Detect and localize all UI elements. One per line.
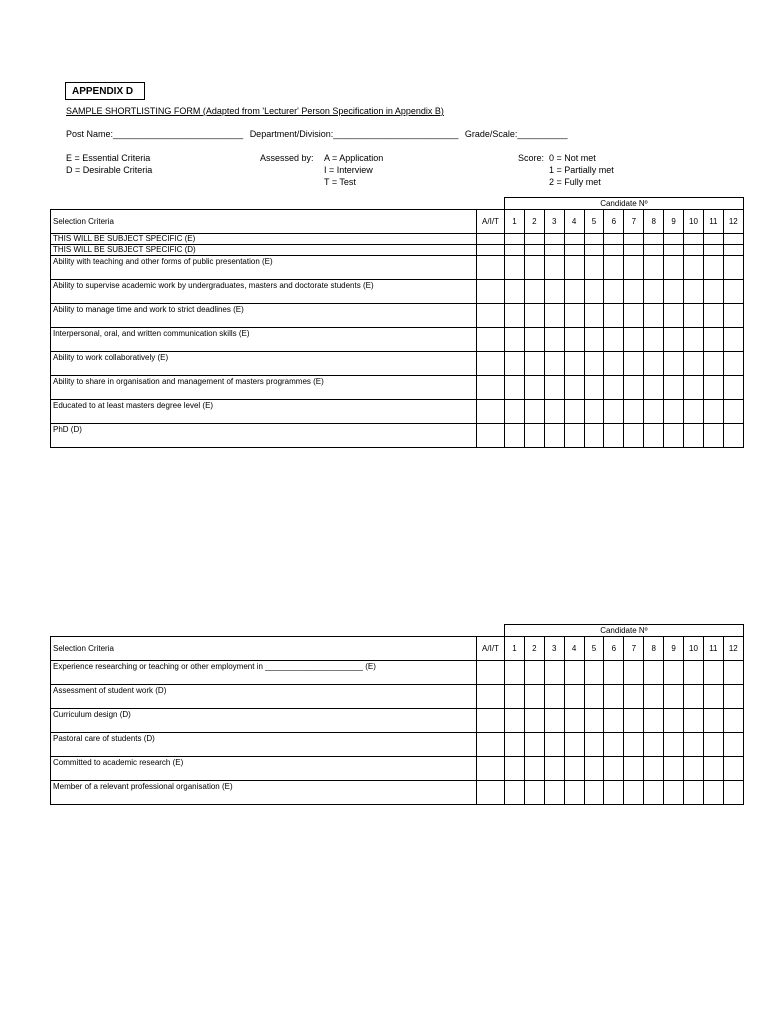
score-cell[interactable] bbox=[584, 733, 604, 757]
candidate-column-header: 11 bbox=[703, 210, 723, 234]
score-cell[interactable] bbox=[703, 352, 723, 376]
score-cell[interactable] bbox=[524, 661, 544, 685]
score-cell[interactable] bbox=[664, 376, 684, 400]
candidate-column-header: 4 bbox=[564, 210, 584, 234]
score-cell[interactable] bbox=[664, 256, 684, 280]
score-cell[interactable] bbox=[564, 685, 584, 709]
score-cell[interactable] bbox=[723, 245, 743, 256]
score-cell[interactable] bbox=[604, 685, 624, 709]
criteria-text: Ability to share in organisation and management of masters programmes (E) bbox=[51, 376, 477, 400]
score-cell[interactable] bbox=[684, 304, 704, 328]
score-cell[interactable] bbox=[624, 709, 644, 733]
score-cell[interactable] bbox=[624, 661, 644, 685]
score-cell[interactable] bbox=[544, 376, 564, 400]
score-cell[interactable] bbox=[664, 757, 684, 781]
score-cell[interactable] bbox=[644, 424, 664, 448]
score-cell[interactable] bbox=[703, 685, 723, 709]
score-cell[interactable] bbox=[584, 280, 604, 304]
score-cell[interactable] bbox=[703, 280, 723, 304]
score-cell[interactable] bbox=[703, 733, 723, 757]
score-cell[interactable] bbox=[703, 234, 723, 245]
score-cell[interactable] bbox=[524, 245, 544, 256]
score-cell[interactable] bbox=[644, 733, 664, 757]
score-cell[interactable] bbox=[584, 328, 604, 352]
criteria-row bbox=[51, 685, 744, 709]
score-cell[interactable] bbox=[584, 709, 604, 733]
score-cell[interactable] bbox=[703, 245, 723, 256]
candidate-column-header: 8 bbox=[644, 210, 664, 234]
score-cell[interactable] bbox=[524, 234, 544, 245]
assessment-cell[interactable] bbox=[477, 733, 505, 757]
score-cell[interactable] bbox=[644, 709, 664, 733]
score-cell[interactable] bbox=[505, 661, 525, 685]
score-cell[interactable] bbox=[624, 376, 644, 400]
score-cell[interactable] bbox=[564, 352, 584, 376]
score-cell[interactable] bbox=[505, 304, 525, 328]
candidate-column-header: 1 bbox=[505, 637, 525, 661]
score-cell[interactable] bbox=[664, 328, 684, 352]
criteria-table-1 bbox=[50, 197, 744, 448]
score-cell[interactable] bbox=[723, 733, 743, 757]
score-cell[interactable] bbox=[564, 245, 584, 256]
candidate-column-header: 6 bbox=[604, 637, 624, 661]
score-cell[interactable] bbox=[703, 781, 723, 805]
score-cell[interactable] bbox=[624, 424, 644, 448]
score-cell[interactable] bbox=[723, 757, 743, 781]
score-legend-values bbox=[549, 152, 614, 188]
score-cell[interactable] bbox=[703, 661, 723, 685]
criteria-text: Member of a relevant professional organisation (E) bbox=[51, 781, 477, 805]
score-cell[interactable] bbox=[684, 685, 704, 709]
score-cell[interactable] bbox=[723, 400, 743, 424]
legend-application: A = Application bbox=[324, 153, 384, 163]
score-cell[interactable] bbox=[684, 424, 704, 448]
legend-partially-met: 1 = Partially met bbox=[549, 165, 614, 175]
score-cell[interactable] bbox=[604, 352, 624, 376]
score-cell[interactable] bbox=[604, 424, 624, 448]
legend-desirable: D = Desirable Criteria bbox=[66, 165, 153, 175]
score-cell[interactable] bbox=[584, 245, 604, 256]
score-cell[interactable] bbox=[703, 709, 723, 733]
assessment-cell[interactable] bbox=[477, 400, 505, 424]
score-cell[interactable] bbox=[624, 781, 644, 805]
score-cell[interactable] bbox=[604, 757, 624, 781]
score-cell[interactable] bbox=[723, 685, 743, 709]
candidate-column-header: 9 bbox=[664, 210, 684, 234]
score-cell[interactable] bbox=[723, 352, 743, 376]
assessment-cell[interactable] bbox=[477, 245, 505, 256]
post-name-field[interactable]: Post Name:__________________________ bbox=[66, 129, 244, 139]
score-cell[interactable] bbox=[664, 709, 684, 733]
legend-fully-met: 2 = Fully met bbox=[549, 177, 601, 187]
candidate-column-header: 5 bbox=[584, 210, 604, 234]
criteria-row bbox=[51, 424, 744, 448]
criteria-row bbox=[51, 352, 744, 376]
legend-test: T = Test bbox=[324, 177, 356, 187]
score-cell[interactable] bbox=[505, 280, 525, 304]
score-cell[interactable] bbox=[564, 304, 584, 328]
criteria-table-2 bbox=[50, 624, 744, 805]
score-cell[interactable] bbox=[644, 280, 664, 304]
criteria-text: THIS WILL BE SUBJECT SPECIFIC (D) bbox=[51, 245, 477, 256]
candidate-column-header: 10 bbox=[684, 637, 704, 661]
legend-essential: E = Essential Criteria bbox=[66, 153, 151, 163]
department-field[interactable]: Department/Division:_________________________ bbox=[249, 129, 459, 139]
score-cell[interactable] bbox=[684, 328, 704, 352]
score-cell[interactable] bbox=[524, 424, 544, 448]
criteria-row bbox=[51, 328, 744, 352]
score-cell[interactable] bbox=[544, 328, 564, 352]
candidate-column-header: 2 bbox=[524, 637, 544, 661]
criteria-row bbox=[51, 376, 744, 400]
score-cell[interactable] bbox=[703, 376, 723, 400]
criteria-row bbox=[51, 280, 744, 304]
legend-not-met: 0 = Not met bbox=[549, 153, 596, 163]
criteria-text: Ability to work collaboratively (E) bbox=[51, 352, 477, 376]
score-cell[interactable] bbox=[544, 304, 564, 328]
score-cell[interactable] bbox=[524, 328, 544, 352]
criteria-row bbox=[51, 400, 744, 424]
score-cell[interactable] bbox=[723, 256, 743, 280]
score-cell[interactable] bbox=[684, 280, 704, 304]
score-cell[interactable] bbox=[664, 245, 684, 256]
criteria-text: Educated to at least masters degree level (E) bbox=[51, 400, 477, 424]
form-subtitle: SAMPLE SHORTLISTING FORM (Adapted from 'Lecturer' Person Specification in Appendix B) bbox=[66, 106, 444, 116]
score-cell[interactable] bbox=[684, 733, 704, 757]
criteria-row bbox=[51, 234, 744, 245]
score-cell[interactable] bbox=[664, 661, 684, 685]
assessment-cell[interactable] bbox=[477, 781, 505, 805]
score-cell[interactable] bbox=[664, 424, 684, 448]
score-cell[interactable] bbox=[703, 256, 723, 280]
score-cell[interactable] bbox=[544, 234, 564, 245]
score-cell[interactable] bbox=[723, 234, 743, 245]
criteria-row bbox=[51, 661, 744, 685]
candidate-column-header: 1 bbox=[505, 210, 525, 234]
score-cell[interactable] bbox=[544, 781, 564, 805]
score-cell[interactable] bbox=[604, 234, 624, 245]
candidate-column-header: 12 bbox=[723, 637, 743, 661]
score-cell[interactable] bbox=[524, 709, 544, 733]
score-cell[interactable] bbox=[684, 709, 704, 733]
selection-criteria-header: Selection Criteria bbox=[51, 210, 477, 234]
score-cell[interactable] bbox=[624, 280, 644, 304]
score-cell[interactable] bbox=[644, 328, 664, 352]
score-cell[interactable] bbox=[723, 424, 743, 448]
score-cell[interactable] bbox=[684, 234, 704, 245]
candidate-column-header: 4 bbox=[564, 637, 584, 661]
score-cell[interactable] bbox=[624, 234, 644, 245]
score-cell[interactable] bbox=[524, 757, 544, 781]
score-cell[interactable] bbox=[544, 352, 564, 376]
score-cell[interactable] bbox=[703, 400, 723, 424]
score-cell[interactable] bbox=[703, 424, 723, 448]
score-cell[interactable] bbox=[644, 304, 664, 328]
score-cell[interactable] bbox=[544, 733, 564, 757]
assessment-method-header: A/I/T bbox=[477, 210, 505, 234]
score-cell[interactable] bbox=[544, 256, 564, 280]
criteria-text: Ability with teaching and other forms of public presentation (E) bbox=[51, 256, 477, 280]
score-cell[interactable] bbox=[703, 328, 723, 352]
score-cell[interactable] bbox=[524, 256, 544, 280]
criteria-row bbox=[51, 757, 744, 781]
score-cell[interactable] bbox=[564, 781, 584, 805]
candidate-column-header: 7 bbox=[624, 637, 644, 661]
score-cell[interactable] bbox=[544, 685, 564, 709]
score-cell[interactable] bbox=[564, 424, 584, 448]
score-cell[interactable] bbox=[604, 304, 624, 328]
score-cell[interactable] bbox=[723, 376, 743, 400]
score-cell[interactable] bbox=[684, 245, 704, 256]
form-fields bbox=[66, 129, 567, 139]
score-cell[interactable] bbox=[564, 280, 584, 304]
score-cell[interactable] bbox=[684, 352, 704, 376]
score-cell[interactable] bbox=[505, 685, 525, 709]
score-cell[interactable] bbox=[644, 757, 664, 781]
assessed-legend-values bbox=[324, 152, 383, 188]
candidate-column-header: 3 bbox=[544, 210, 564, 234]
criteria-text: Ability to manage time and work to strict deadlines (E) bbox=[51, 304, 477, 328]
score-cell[interactable] bbox=[564, 400, 584, 424]
score-cell[interactable] bbox=[644, 376, 664, 400]
assessed-legend bbox=[260, 152, 314, 164]
score-cell[interactable] bbox=[624, 245, 644, 256]
score-cell[interactable] bbox=[644, 256, 664, 280]
score-cell[interactable] bbox=[664, 234, 684, 245]
score-cell[interactable] bbox=[664, 304, 684, 328]
score-cell[interactable] bbox=[544, 280, 564, 304]
score-cell[interactable] bbox=[604, 709, 624, 733]
criteria-row bbox=[51, 781, 744, 805]
score-cell[interactable] bbox=[584, 234, 604, 245]
score-cell[interactable] bbox=[505, 256, 525, 280]
score-cell[interactable] bbox=[664, 400, 684, 424]
assessment-cell[interactable] bbox=[477, 256, 505, 280]
criteria-row bbox=[51, 245, 744, 256]
score-cell[interactable] bbox=[604, 376, 624, 400]
score-cell[interactable] bbox=[604, 280, 624, 304]
score-cell[interactable] bbox=[644, 685, 664, 709]
score-cell[interactable] bbox=[584, 685, 604, 709]
score-label: Score: bbox=[518, 153, 545, 163]
score-cell[interactable] bbox=[564, 256, 584, 280]
assessment-cell[interactable] bbox=[477, 280, 505, 304]
score-cell[interactable] bbox=[505, 328, 525, 352]
score-cell[interactable] bbox=[584, 661, 604, 685]
candidate-column-header: 5 bbox=[584, 637, 604, 661]
score-cell[interactable] bbox=[564, 234, 584, 245]
score-cell[interactable] bbox=[584, 781, 604, 805]
score-cell[interactable] bbox=[564, 709, 584, 733]
score-cell[interactable] bbox=[723, 781, 743, 805]
score-cell[interactable] bbox=[624, 733, 644, 757]
score-legend bbox=[518, 152, 544, 164]
score-cell[interactable] bbox=[505, 400, 525, 424]
score-cell[interactable] bbox=[564, 733, 584, 757]
score-cell[interactable] bbox=[584, 757, 604, 781]
score-cell[interactable] bbox=[524, 304, 544, 328]
candidate-number-header: Candidate Nº bbox=[505, 198, 744, 210]
assessment-cell[interactable] bbox=[477, 757, 505, 781]
score-cell[interactable] bbox=[624, 400, 644, 424]
score-cell[interactable] bbox=[505, 757, 525, 781]
criteria-text: Ability to supervise academic work by undergraduates, masters and doctorate students (E) bbox=[51, 280, 477, 304]
candidate-column-header: 11 bbox=[703, 637, 723, 661]
score-cell[interactable] bbox=[584, 400, 604, 424]
score-cell[interactable] bbox=[723, 328, 743, 352]
score-cell[interactable] bbox=[505, 234, 525, 245]
assessment-cell[interactable] bbox=[477, 661, 505, 685]
score-cell[interactable] bbox=[544, 757, 564, 781]
score-cell[interactable] bbox=[584, 352, 604, 376]
score-cell[interactable] bbox=[604, 781, 624, 805]
score-cell[interactable] bbox=[584, 256, 604, 280]
selection-criteria-header: Selection Criteria bbox=[51, 637, 477, 661]
score-cell[interactable] bbox=[584, 424, 604, 448]
score-cell[interactable] bbox=[604, 400, 624, 424]
assessment-cell[interactable] bbox=[477, 304, 505, 328]
score-cell[interactable] bbox=[524, 400, 544, 424]
assessment-cell[interactable] bbox=[477, 234, 505, 245]
score-cell[interactable] bbox=[505, 781, 525, 805]
score-cell[interactable] bbox=[644, 234, 664, 245]
score-cell[interactable] bbox=[505, 245, 525, 256]
assessment-cell[interactable] bbox=[477, 424, 505, 448]
candidate-column-header: 2 bbox=[524, 210, 544, 234]
criteria-text: PhD (D) bbox=[51, 424, 477, 448]
score-cell[interactable] bbox=[723, 304, 743, 328]
score-cell[interactable] bbox=[604, 328, 624, 352]
criteria-text: Assessment of student work (D) bbox=[51, 685, 477, 709]
score-cell[interactable] bbox=[723, 661, 743, 685]
criteria-row bbox=[51, 256, 744, 280]
legend-interview: I = Interview bbox=[324, 165, 373, 175]
criteria-text: Interpersonal, oral, and written communication skills (E) bbox=[51, 328, 477, 352]
assessment-cell[interactable] bbox=[477, 352, 505, 376]
score-cell[interactable] bbox=[604, 733, 624, 757]
score-cell[interactable] bbox=[644, 352, 664, 376]
score-cell[interactable] bbox=[604, 256, 624, 280]
score-cell[interactable] bbox=[723, 709, 743, 733]
score-cell[interactable] bbox=[703, 757, 723, 781]
candidate-column-header: 3 bbox=[544, 637, 564, 661]
score-cell[interactable] bbox=[664, 733, 684, 757]
score-cell[interactable] bbox=[524, 781, 544, 805]
assessment-cell[interactable] bbox=[477, 709, 505, 733]
criteria-text: Pastoral care of students (D) bbox=[51, 733, 477, 757]
score-cell[interactable] bbox=[644, 400, 664, 424]
criteria-text: Curriculum design (D) bbox=[51, 709, 477, 733]
grade-field[interactable]: Grade/Scale:__________ bbox=[464, 129, 568, 139]
score-cell[interactable] bbox=[604, 661, 624, 685]
criteria-row bbox=[51, 304, 744, 328]
score-cell[interactable] bbox=[524, 685, 544, 709]
criteria-row bbox=[51, 709, 744, 733]
candidate-column-header: 12 bbox=[723, 210, 743, 234]
score-cell[interactable] bbox=[544, 400, 564, 424]
score-cell[interactable] bbox=[564, 757, 584, 781]
score-cell[interactable] bbox=[544, 424, 564, 448]
score-cell[interactable] bbox=[664, 781, 684, 805]
criteria-text: Experience researching or teaching or other employment in ______________________ (E) bbox=[51, 661, 477, 685]
score-cell[interactable] bbox=[544, 661, 564, 685]
score-cell[interactable] bbox=[505, 709, 525, 733]
assessment-cell[interactable] bbox=[477, 328, 505, 352]
score-cell[interactable] bbox=[684, 781, 704, 805]
assessment-cell[interactable] bbox=[477, 376, 505, 400]
score-cell[interactable] bbox=[684, 400, 704, 424]
candidate-column-header: 9 bbox=[664, 637, 684, 661]
score-cell[interactable] bbox=[684, 376, 704, 400]
score-cell[interactable] bbox=[624, 328, 644, 352]
score-cell[interactable] bbox=[723, 280, 743, 304]
score-cell[interactable] bbox=[644, 781, 664, 805]
score-cell[interactable] bbox=[644, 661, 664, 685]
score-cell[interactable] bbox=[524, 352, 544, 376]
score-cell[interactable] bbox=[644, 245, 664, 256]
candidate-column-header: 6 bbox=[604, 210, 624, 234]
score-cell[interactable] bbox=[524, 733, 544, 757]
score-cell[interactable] bbox=[584, 304, 604, 328]
assessment-cell[interactable] bbox=[477, 685, 505, 709]
score-cell[interactable] bbox=[624, 757, 644, 781]
score-cell[interactable] bbox=[624, 352, 644, 376]
criteria-text: Committed to academic research (E) bbox=[51, 757, 477, 781]
candidate-column-header: 10 bbox=[684, 210, 704, 234]
score-cell[interactable] bbox=[544, 245, 564, 256]
criteria-text: THIS WILL BE SUBJECT SPECIFIC (E) bbox=[51, 234, 477, 245]
appendix-label: APPENDIX D bbox=[65, 82, 145, 100]
score-cell[interactable] bbox=[664, 352, 684, 376]
criteria-row bbox=[51, 733, 744, 757]
score-cell[interactable] bbox=[524, 376, 544, 400]
score-cell[interactable] bbox=[564, 376, 584, 400]
candidate-column-header: 7 bbox=[624, 210, 644, 234]
candidate-number-header: Candidate Nº bbox=[505, 625, 744, 637]
score-cell[interactable] bbox=[505, 376, 525, 400]
score-cell[interactable] bbox=[564, 328, 584, 352]
score-cell[interactable] bbox=[703, 304, 723, 328]
criteria-legend bbox=[66, 152, 152, 176]
score-cell[interactable] bbox=[624, 685, 644, 709]
score-cell[interactable] bbox=[505, 733, 525, 757]
candidate-column-header: 8 bbox=[644, 637, 664, 661]
score-cell[interactable] bbox=[584, 376, 604, 400]
assessment-method-header: A/I/T bbox=[477, 637, 505, 661]
score-cell[interactable] bbox=[664, 685, 684, 709]
score-cell[interactable] bbox=[544, 709, 564, 733]
score-cell[interactable] bbox=[505, 424, 525, 448]
score-cell[interactable] bbox=[624, 256, 644, 280]
score-cell[interactable] bbox=[564, 661, 584, 685]
score-cell[interactable] bbox=[684, 661, 704, 685]
assessed-by-label: Assessed by: bbox=[260, 153, 314, 163]
score-cell[interactable] bbox=[524, 280, 544, 304]
score-cell[interactable] bbox=[505, 352, 525, 376]
score-cell[interactable] bbox=[604, 245, 624, 256]
score-cell[interactable] bbox=[684, 757, 704, 781]
score-cell[interactable] bbox=[664, 280, 684, 304]
score-cell[interactable] bbox=[684, 256, 704, 280]
score-cell[interactable] bbox=[624, 304, 644, 328]
